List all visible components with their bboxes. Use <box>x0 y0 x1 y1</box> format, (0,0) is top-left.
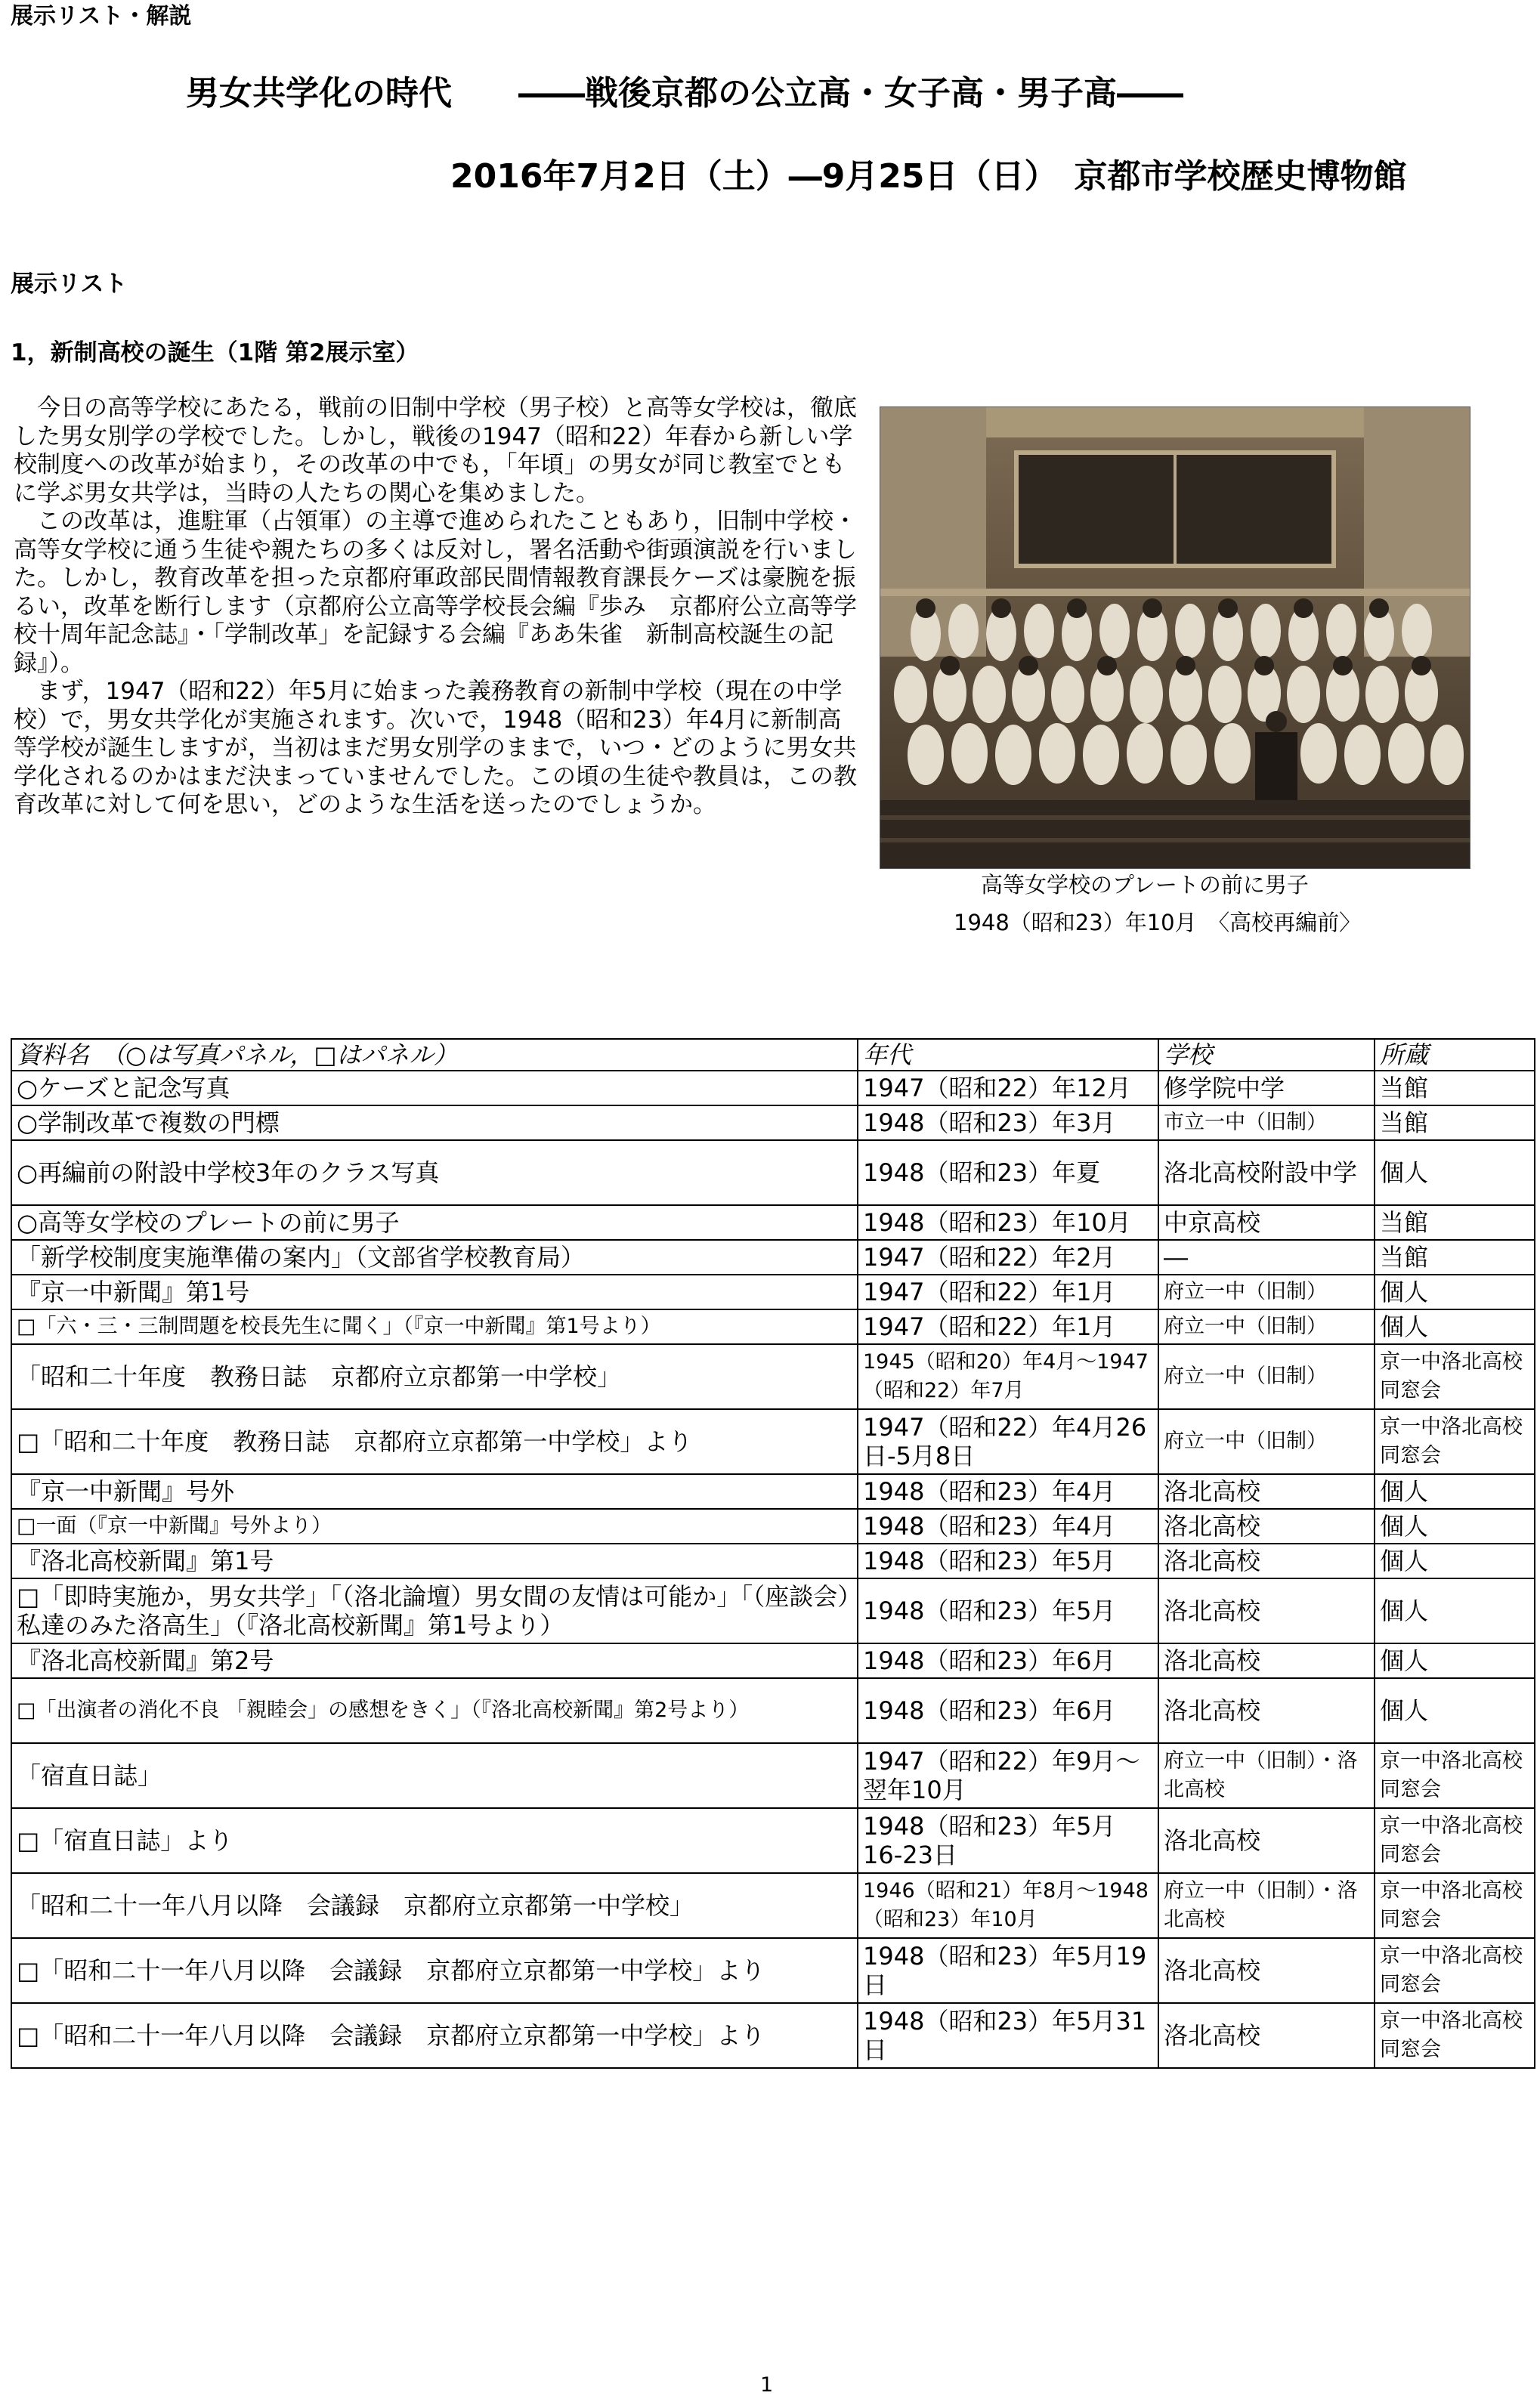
table-row <box>11 1509 1535 1544</box>
group-photo-image <box>880 407 1470 868</box>
item-owner: 個人 <box>1375 1140 1535 1205</box>
item-date: 1947（昭和22）年12月 <box>858 1071 1158 1105</box>
item-owner: 個人 <box>1375 1643 1535 1678</box>
section-heading: 1，新制高校の誕生（1階 第2展示室） <box>11 339 419 366</box>
item-name: □「宿直日誌」より <box>11 1808 858 1873</box>
item-name: 「昭和二十一年八月以降 会議録 京都府立京都第一中学校」 <box>11 1873 858 1938</box>
item-name: ○高等女学校のプレートの前に男子 <box>11 1205 858 1240</box>
table-header-row <box>11 1039 1535 1071</box>
item-owner: 個人 <box>1375 1309 1535 1344</box>
item-school: 洛北高校 <box>1158 2003 1375 2068</box>
item-name: 「昭和二十年度 教務日誌 京都府立京都第一中学校」 <box>11 1344 858 1409</box>
item-name: 『洛北高校新聞』第1号 <box>11 1544 858 1578</box>
item-date: 1948（昭和23）年4月 <box>858 1474 1158 1509</box>
item-date: 1948（昭和23）年夏 <box>858 1140 1158 1205</box>
header-label: 展示リスト・解説 <box>11 3 192 29</box>
item-owner: 当館 <box>1375 1105 1535 1140</box>
item-date: 1948（昭和23）年10月 <box>858 1205 1158 1240</box>
item-school: 府立一中（旧制） <box>1158 1409 1375 1474</box>
column-header: 所蔵 <box>1375 1039 1535 1071</box>
item-school: 洛北高校 <box>1158 1678 1375 1743</box>
table-row <box>11 1240 1535 1275</box>
item-date: 1946（昭和21）年8月～1948（昭和23）年10月 <box>858 1873 1158 1938</box>
table-row <box>11 1938 1535 2003</box>
table-row <box>11 1344 1535 1409</box>
item-owner: 京一中洛北高校同窓会 <box>1375 2003 1535 2068</box>
item-date: 1948（昭和23）年3月 <box>858 1105 1158 1140</box>
item-name: ○ケーズと記念写真 <box>11 1071 858 1105</box>
item-date: 1947（昭和22）年1月 <box>858 1309 1158 1344</box>
item-owner: 京一中洛北高校同窓会 <box>1375 1344 1535 1409</box>
item-date: 1948（昭和23）年5月31日 <box>858 2003 1158 2068</box>
item-owner: 当館 <box>1375 1205 1535 1240</box>
item-name: 『京一中新聞』号外 <box>11 1474 858 1509</box>
item-school: ― <box>1158 1240 1375 1275</box>
table-row <box>11 2003 1535 2068</box>
item-date: 1947（昭和22）年9月～翌年10月 <box>858 1743 1158 1808</box>
exhibit-table <box>11 1038 1535 2069</box>
item-school: 中京高校 <box>1158 1205 1375 1240</box>
group-photo <box>880 407 1470 869</box>
item-owner: 京一中洛北高校同窓会 <box>1375 1938 1535 2003</box>
item-school: 府立一中（旧制） <box>1158 1344 1375 1409</box>
table-row <box>11 1678 1535 1743</box>
item-school: 修学院中学 <box>1158 1071 1375 1105</box>
item-name: □「昭和二十年度 教務日誌 京都府立京都第一中学校」より <box>11 1409 858 1474</box>
item-school: 洛北高校 <box>1158 1643 1375 1678</box>
table-row <box>11 1275 1535 1309</box>
table-row <box>11 1309 1535 1344</box>
table-row <box>11 1643 1535 1678</box>
item-name: □「昭和二十一年八月以降 会議録 京都府立京都第一中学校」より <box>11 1938 858 2003</box>
table-row <box>11 1808 1535 1873</box>
item-name: □「昭和二十一年八月以降 会議録 京都府立京都第一中学校」より <box>11 2003 858 2068</box>
item-name: ○学制改革で複数の門標 <box>11 1105 858 1140</box>
item-date: 1948（昭和23）年5月 <box>858 1544 1158 1578</box>
item-date: 1947（昭和22）年4月26日-5月8日 <box>858 1409 1158 1474</box>
item-owner: 当館 <box>1375 1071 1535 1105</box>
item-name: □「出演者の消化不良 「親睦会」の感想をきく」（『洛北高校新聞』第2号より） <box>11 1678 858 1743</box>
item-owner: 個人 <box>1375 1474 1535 1509</box>
item-school: 洛北高校 <box>1158 1938 1375 2003</box>
item-school: 府立一中（旧制）・洛北高校 <box>1158 1873 1375 1938</box>
exhibition-period: 2016年7月2日（土）―9月25日（日） 京都市学校歴史博物館 <box>450 157 1407 196</box>
item-school: 洛北高校 <box>1158 1808 1375 1873</box>
column-header: 学校 <box>1158 1039 1375 1071</box>
item-owner: 京一中洛北高校同窓会 <box>1375 1743 1535 1808</box>
column-header: 資料名 （○は写真パネル，□はパネル） <box>11 1039 858 1071</box>
item-owner: 京一中洛北高校同窓会 <box>1375 1873 1535 1938</box>
table-row <box>11 1544 1535 1578</box>
table-row <box>11 1873 1535 1938</box>
item-school: 洛北高校 <box>1158 1578 1375 1643</box>
item-name: □「六・三・三制問題を校長先生に聞く」（『京一中新聞』第1号より） <box>11 1309 858 1344</box>
photo-caption-title: 高等女学校のプレートの前に男子 <box>981 872 1309 898</box>
table-row <box>11 1071 1535 1105</box>
item-owner: 個人 <box>1375 1544 1535 1578</box>
item-date: 1948（昭和23）年6月 <box>858 1643 1158 1678</box>
page-number: 1 <box>760 2373 774 2397</box>
table-row <box>11 1474 1535 1509</box>
photo-caption-date: 1948（昭和23）年10月 〈高校再編前〉 <box>954 910 1362 935</box>
item-name: ○再編前の附設中学校3年のクラス写真 <box>11 1140 858 1205</box>
table-row <box>11 1743 1535 1808</box>
table-row <box>11 1140 1535 1205</box>
item-owner: 京一中洛北高校同窓会 <box>1375 1409 1535 1474</box>
item-name: 「新学校制度実施準備の案内」（文部省学校教育局） <box>11 1240 858 1275</box>
item-name: 『京一中新聞』第1号 <box>11 1275 858 1309</box>
item-date: 1948（昭和23）年4月 <box>858 1509 1158 1544</box>
item-school: 府立一中（旧制） <box>1158 1309 1375 1344</box>
item-date: 1948（昭和23）年5月16-23日 <box>858 1808 1158 1873</box>
item-owner: 個人 <box>1375 1578 1535 1643</box>
item-owner: 個人 <box>1375 1275 1535 1309</box>
item-school: 府立一中（旧制）・洛北高校 <box>1158 1743 1375 1808</box>
item-school: 洛北高校 <box>1158 1474 1375 1509</box>
intro-paragraph: まず，1947（昭和22）年5月に始まった義務教育の新制中学校（現在の中学校）で，男女共学化が実施されます。次いで，1948（昭和23）年4月に新制高等学校が誕生しますが，当初はまだ男女別学のままで，いつ・どのように男女共学化されるのかはまだ決まっていませんでした。この頃の生徒や教員は，この教育改革に対して何を思い，どのような生活を送ったのでしょうか。 <box>14 678 857 818</box>
list-heading: 展示リスト <box>11 270 128 298</box>
table-row <box>11 1205 1535 1240</box>
item-date: 1947（昭和22）年2月 <box>858 1240 1158 1275</box>
item-date: 1945（昭和20）年4月～1947（昭和22）年7月 <box>858 1344 1158 1409</box>
page-title: 男女共学化の時代 ――戦後京都の公立高・女子高・男子高―― <box>186 74 1183 113</box>
item-date: 1948（昭和23）年5月19日 <box>858 1938 1158 2003</box>
intro-paragraph: この改革は，進駐軍（占領軍）の主導で進められたこともあり，旧制中学校・高等女学校に通う生徒や親たちの多くは反対し，署名活動や街頭演説を行いました。しかし，教育改革を担った京都府軍政部民間情報教育課長ケーズは豪腕を振るい，改革を断行します（京都府公立高等学校長会編『歩み 京都府公立高等学校十周年記念誌』・「学制改革」を記録する会編『ああ朱雀 新制高校誕生の記録』）。 <box>14 508 857 677</box>
item-date: 1947（昭和22）年1月 <box>858 1275 1158 1309</box>
item-owner: 当館 <box>1375 1240 1535 1275</box>
table-row <box>11 1105 1535 1140</box>
item-date: 1948（昭和23）年6月 <box>858 1678 1158 1743</box>
item-name: 『洛北高校新聞』第2号 <box>11 1643 858 1678</box>
column-header: 年代 <box>858 1039 1158 1071</box>
item-school: 洛北高校 <box>1158 1544 1375 1578</box>
item-owner: 京一中洛北高校同窓会 <box>1375 1808 1535 1873</box>
intro-text <box>14 394 860 820</box>
intro-paragraph: 今日の高等学校にあたる，戦前の旧制中学校（男子校）と高等女学校は，徹底した男女別学の学校でした。しかし，戦後の1947（昭和22）年春から新しい学校制度への改革が始まり，その改革の中でも，「年頃」の男女が同じ教室でともに学ぶ男女共学は，当時の人たちの関心を集めました。 <box>14 394 857 507</box>
item-name: 「宿直日誌」 <box>11 1743 858 1808</box>
table-row <box>11 1578 1535 1643</box>
table-row <box>11 1409 1535 1474</box>
item-name: □「即時実施か，男女共学」「（洛北論壇）男女間の友情は可能か」「（座談会）私達のみた洛高生」（『洛北高校新聞』第1号より） <box>11 1578 858 1643</box>
item-school: 市立一中（旧制） <box>1158 1105 1375 1140</box>
item-school: 洛北高校 <box>1158 1509 1375 1544</box>
item-school: 府立一中（旧制） <box>1158 1275 1375 1309</box>
item-date: 1948（昭和23）年5月 <box>858 1578 1158 1643</box>
item-school: 洛北高校附設中学 <box>1158 1140 1375 1205</box>
item-name: □一面（『京一中新聞』号外より） <box>11 1509 858 1544</box>
item-owner: 個人 <box>1375 1678 1535 1743</box>
item-owner: 個人 <box>1375 1509 1535 1544</box>
